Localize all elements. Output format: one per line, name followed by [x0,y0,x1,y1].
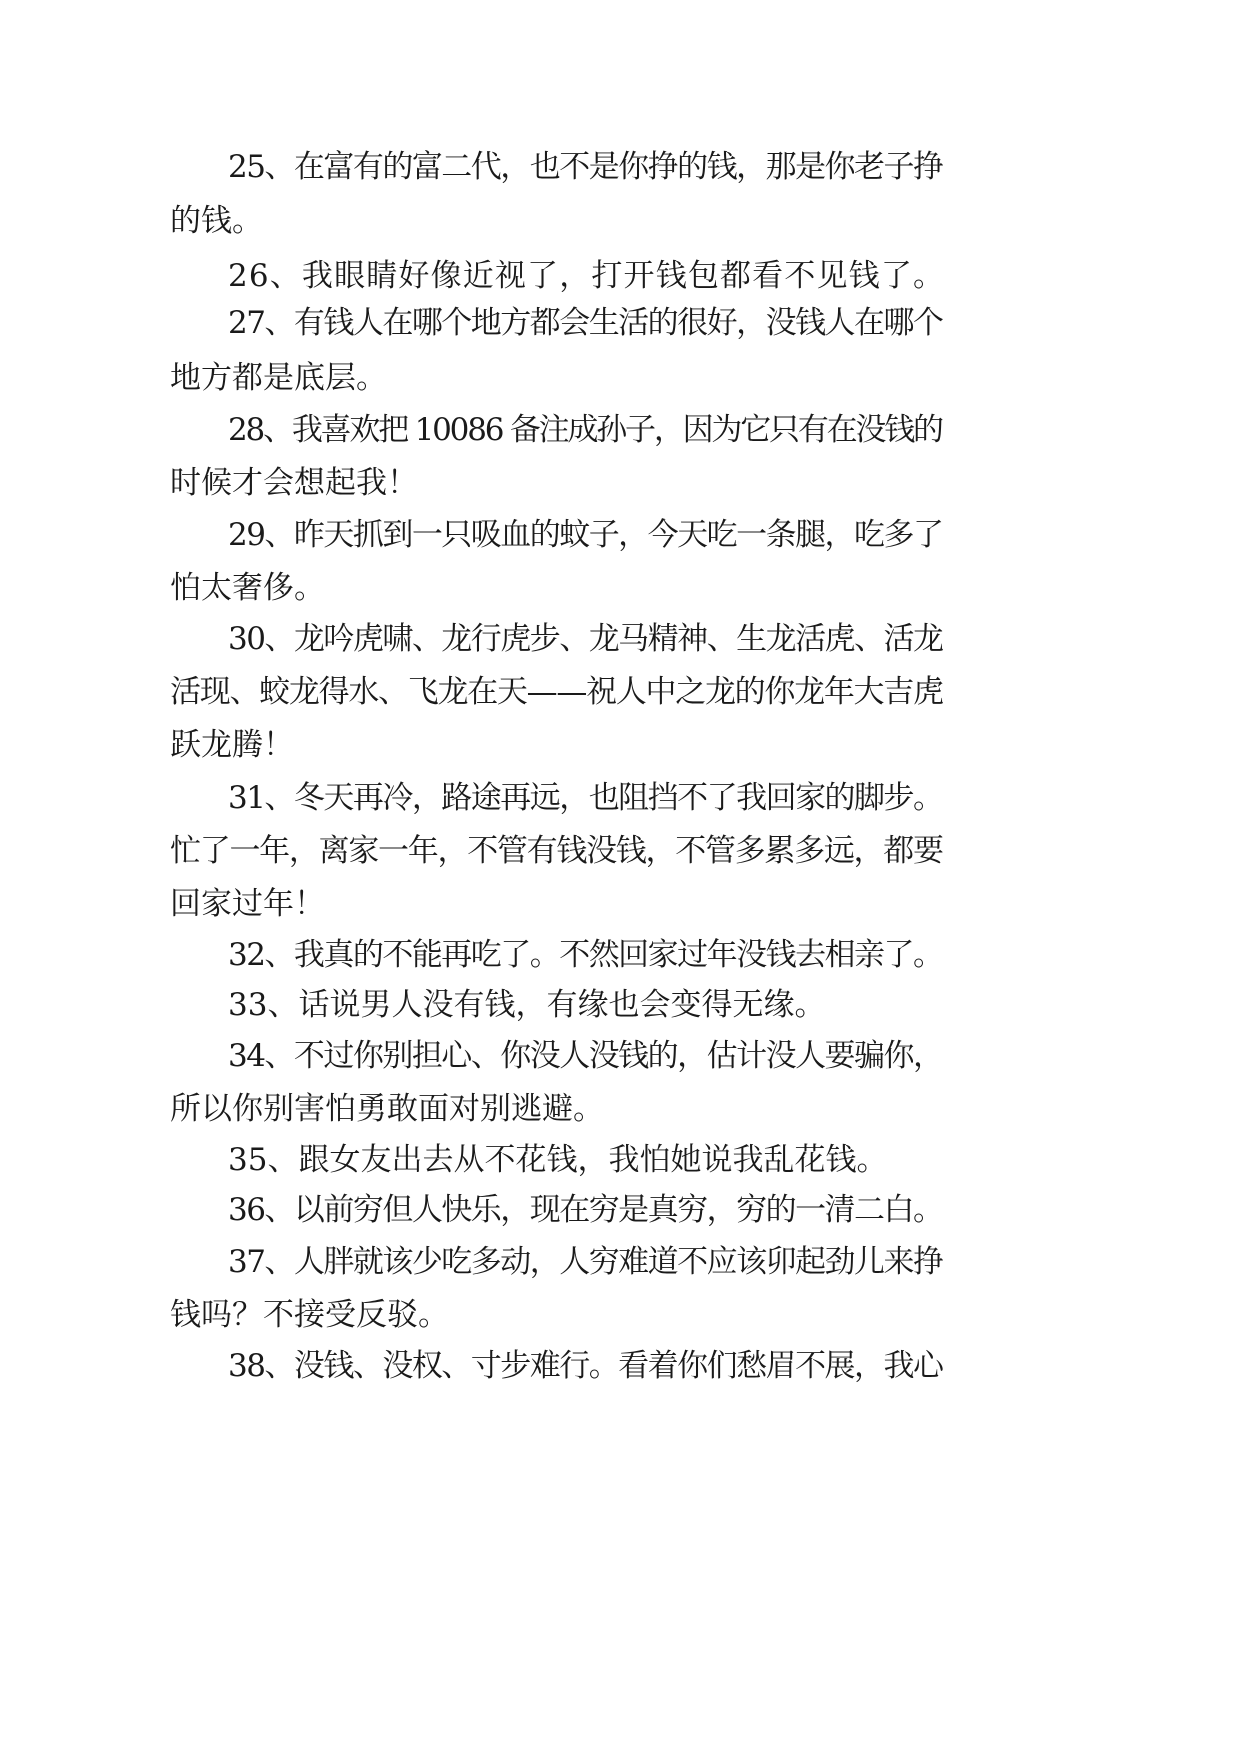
paragraph-line: 地方都是底层。 [170,360,387,396]
paragraph-first-line: 34、不过你别担心、你没人没钱的，估计没人要骗你， [228,1038,943,1074]
paragraph-first-line: 31、冬天再冷，路途再远，也阻挡不了我回家的脚步。 [228,780,943,816]
paragraph-first-line: 27、有钱人在哪个地方都会生活的很好，没钱人在哪个 [228,305,943,341]
paragraph-line: 跃龙腾！ [170,727,294,763]
paragraph-first-line: 33、话说男人没有钱，有缘也会变得无缘。 [228,987,826,1023]
paragraph-first-line: 29、昨天抓到一只吸血的蚊子，今天吃一条腿，吃多了 [228,517,943,553]
paragraph-line: 所以你别害怕勇敢面对别逃避。 [170,1091,604,1127]
paragraph-first-line: 32、我真的不能再吃了。不然回家过年没钱去相亲了。 [228,937,943,973]
paragraph-line: 的钱。 [170,203,263,239]
paragraph-first-line: 26、我眼睛好像近视了，打开钱包都看不见钱了。 [228,258,946,294]
paragraph-first-line: 25、在富有的富二代，也不是你挣的钱，那是你老子挣 [228,149,943,185]
paragraph-line: 活现、蛟龙得水、飞龙在天——祝人中之龙的你龙年大吉虎 [170,674,943,710]
paragraph-line: 忙了一年，离家一年，不管有钱没钱，不管多累多远，都要 [170,833,943,869]
paragraph-first-line: 28、我喜欢把 10086 备注成孙子，因为它只有在没钱的 [228,412,942,448]
paragraph-first-line: 35、跟女友出去从不花钱，我怕她说我乱花钱。 [228,1142,888,1178]
paragraph-line: 钱吗？不接受反驳。 [170,1297,449,1333]
paragraph-first-line: 36、以前穷但人快乐，现在穷是真穷，穷的一清二白。 [228,1192,943,1228]
paragraph-line: 时候才会想起我！ [170,465,418,501]
paragraph-line: 怕太奢侈。 [170,570,325,606]
paragraph-line: 回家过年！ [170,886,325,922]
paragraph-first-line: 30、龙吟虎啸、龙行虎步、龙马精神、生龙活虎、活龙 [228,621,943,657]
paragraph-first-line: 38、没钱、没权、寸步难行。看着你们愁眉不展，我心 [228,1348,943,1384]
paragraph-first-line: 37、人胖就该少吃多动，人穷难道不应该卯起劲儿来挣 [228,1244,943,1280]
